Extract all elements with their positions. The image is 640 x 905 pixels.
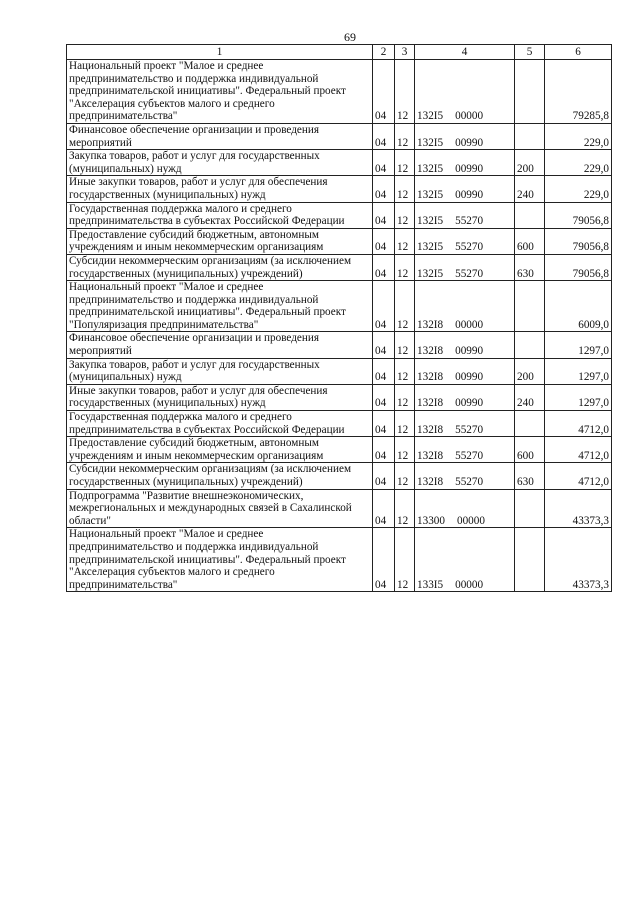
- row-target-article: [415, 384, 515, 410]
- row-name: Закупка товаров, работ и услуг для государственных (муниципальных) нужд: [67, 150, 373, 176]
- row-target-article: [415, 489, 515, 528]
- row-expense-type: 240: [515, 384, 545, 410]
- row-section: 04: [373, 528, 395, 592]
- row-expense-type: 200: [515, 358, 545, 384]
- row-subsection: 12: [395, 463, 415, 489]
- row-expense-type: 200: [515, 150, 545, 176]
- row-amount: 4712,0: [545, 463, 612, 489]
- table-row: [67, 60, 612, 124]
- row-target-article: [415, 254, 515, 280]
- header-col-2: 2: [373, 45, 395, 60]
- row-amount: 43373,3: [545, 489, 612, 528]
- row-name: Иные закупки товаров, работ и услуг для обеспечения государственных (муниципальных) нужд: [67, 176, 373, 202]
- row-program-code: 132I8: [417, 476, 444, 488]
- table-row: [67, 489, 612, 528]
- header-col-3: 3: [395, 45, 415, 60]
- row-section: 04: [373, 176, 395, 202]
- row-target-article: [415, 281, 515, 332]
- row-name: Субсидии некоммерческим организациям (за исключением государственных (муниципальных) учреждений): [67, 463, 373, 489]
- row-expense-type: [515, 60, 545, 124]
- row-section: 04: [373, 150, 395, 176]
- row-direction-code: 00990: [455, 188, 484, 201]
- row-name: Предоставление субсидий бюджетным, автономным учреждениям и иным некоммерческим организациям: [67, 228, 373, 254]
- row-direction-code: 00000: [455, 578, 484, 591]
- row-target-article: [415, 150, 515, 176]
- row-expense-type: [515, 202, 545, 228]
- row-program-code: 133I5: [417, 578, 444, 591]
- table-row: [67, 384, 612, 410]
- row-amount: 1297,0: [545, 358, 612, 384]
- row-name: Национальный проект "Малое и среднее предпринимательство и поддержка индивидуальной предпринимательской инициативы". Федеральный проект "Акселерация субъектов малого и среднего предпринимательства": [67, 528, 373, 592]
- row-subsection: 12: [395, 358, 415, 384]
- row-subsection: 12: [395, 202, 415, 228]
- row-section: 04: [373, 489, 395, 528]
- row-subsection: 12: [395, 150, 415, 176]
- row-target-article: [415, 463, 515, 489]
- row-target-article: [415, 411, 515, 437]
- row-name: Иные закупки товаров, работ и услуг для обеспечения государственных (муниципальных) нужд: [67, 384, 373, 410]
- row-amount: 1297,0: [545, 332, 612, 358]
- table-row: [67, 176, 612, 202]
- row-name: Подпрограмма "Развитие внешнеэкономических, межрегиональных и международных связей в Сахалинской области": [67, 489, 373, 528]
- row-program-code: 132I5: [417, 136, 444, 149]
- header-col-6: 6: [545, 45, 612, 60]
- row-target-article: [415, 437, 515, 463]
- row-target-article: [415, 228, 515, 254]
- row-expense-type: [515, 123, 545, 149]
- row-section: 04: [373, 463, 395, 489]
- row-subsection: 12: [395, 281, 415, 332]
- row-direction-code: 00990: [455, 397, 484, 410]
- row-section: 04: [373, 358, 395, 384]
- row-name: Государственная поддержка малого и среднего предпринимательства в субъектах Российской Федерации: [67, 202, 373, 228]
- header-col-4: 4: [415, 45, 515, 60]
- row-amount: 79056,8: [545, 228, 612, 254]
- row-program-code: 132I5: [417, 162, 444, 175]
- row-direction-code: 00000: [455, 318, 484, 331]
- row-direction-code: 55270: [455, 476, 484, 488]
- row-direction-code: 00990: [455, 345, 484, 358]
- row-expense-type: 600: [515, 228, 545, 254]
- row-program-code: 132I5: [417, 241, 444, 254]
- row-program-code: 132I8: [417, 318, 444, 331]
- row-direction-code: 55270: [455, 241, 484, 254]
- row-section: 04: [373, 384, 395, 410]
- row-direction-code: 00990: [455, 162, 484, 175]
- row-expense-type: [515, 411, 545, 437]
- row-subsection: 12: [395, 123, 415, 149]
- table-row: [67, 228, 612, 254]
- table-row: [67, 358, 612, 384]
- row-expense-type: [515, 281, 545, 332]
- row-amount: 79056,8: [545, 202, 612, 228]
- row-expense-type: 630: [515, 463, 545, 489]
- row-program-code: 132I8: [417, 449, 444, 462]
- row-amount: 79056,8: [545, 254, 612, 280]
- row-section: 04: [373, 437, 395, 463]
- row-target-article: [415, 123, 515, 149]
- row-program-code: 132I8: [417, 423, 444, 436]
- row-subsection: 12: [395, 411, 415, 437]
- row-expense-type: 240: [515, 176, 545, 202]
- row-target-article: [415, 60, 515, 124]
- row-subsection: 12: [395, 332, 415, 358]
- table-row: [67, 150, 612, 176]
- row-section: 04: [373, 411, 395, 437]
- row-expense-type: 600: [515, 437, 545, 463]
- row-name: Предоставление субсидий бюджетным, автономным учреждениям и иным некоммерческим организациям: [67, 437, 373, 463]
- row-direction-code: 55270: [455, 423, 484, 436]
- row-amount: 4712,0: [545, 411, 612, 437]
- row-name: Субсидии некоммерческим организациям (за исключением государственных (муниципальных) учреждений): [67, 254, 373, 280]
- row-program-code: 132I5: [417, 267, 444, 280]
- row-direction-code: 00000: [456, 514, 485, 527]
- row-target-article: [415, 176, 515, 202]
- row-amount: 79285,8: [545, 60, 612, 124]
- row-target-article: [415, 358, 515, 384]
- row-name: Государственная поддержка малого и среднего предпринимательства в субъектах Российской Федерации: [67, 411, 373, 437]
- row-subsection: 12: [395, 528, 415, 592]
- row-amount: 43373,3: [545, 528, 612, 592]
- row-expense-type: [515, 332, 545, 358]
- row-section: 04: [373, 60, 395, 124]
- row-target-article: [415, 332, 515, 358]
- row-program-code: 132I8: [417, 397, 444, 410]
- row-section: 04: [373, 281, 395, 332]
- row-name: Финансовое обеспечение организации и проведения мероприятий: [67, 123, 373, 149]
- row-amount: 229,0: [545, 123, 612, 149]
- table-row: [67, 123, 612, 149]
- row-expense-type: [515, 528, 545, 592]
- row-subsection: 12: [395, 176, 415, 202]
- table-row: [67, 463, 612, 489]
- row-subsection: 12: [395, 254, 415, 280]
- row-program-code: 132I5: [417, 110, 444, 123]
- row-amount: 229,0: [545, 176, 612, 202]
- row-direction-code: 55270: [455, 449, 484, 462]
- row-section: 04: [373, 228, 395, 254]
- row-subsection: 12: [395, 228, 415, 254]
- row-program-code: 132I5: [417, 188, 444, 201]
- row-section: 04: [373, 123, 395, 149]
- header-col-1: 1: [67, 45, 373, 60]
- row-direction-code: 55270: [455, 267, 484, 280]
- row-direction-code: 00990: [455, 136, 484, 149]
- row-direction-code: 00000: [455, 110, 484, 123]
- table-body: [67, 60, 612, 592]
- budget-table: [66, 44, 612, 592]
- row-name: Финансовое обеспечение организации и проведения мероприятий: [67, 332, 373, 358]
- table-row: [67, 437, 612, 463]
- header-col-5: 5: [515, 45, 545, 60]
- row-expense-type: 630: [515, 254, 545, 280]
- row-target-article: [415, 202, 515, 228]
- row-direction-code: 00990: [455, 371, 484, 384]
- table-row: [67, 528, 612, 592]
- table-header-row: [67, 45, 612, 60]
- row-subsection: 12: [395, 60, 415, 124]
- row-name: Национальный проект "Малое и среднее предпринимательство и поддержка индивидуальной предпринимательской инициативы". Федеральный проект "Акселерация субъектов малого и среднего предпринимательства": [67, 60, 373, 124]
- row-program-code: 13300: [417, 514, 445, 527]
- row-subsection: 12: [395, 384, 415, 410]
- table-row: [67, 254, 612, 280]
- row-program-code: 132I8: [417, 345, 444, 358]
- row-direction-code: 55270: [455, 215, 484, 228]
- row-section: 04: [373, 254, 395, 280]
- row-name: Закупка товаров, работ и услуг для государственных (муниципальных) нужд: [67, 358, 373, 384]
- row-program-code: 132I8: [417, 371, 444, 384]
- row-subsection: 12: [395, 437, 415, 463]
- row-program-code: 132I5: [417, 215, 444, 228]
- row-amount: 6009,0: [545, 281, 612, 332]
- row-expense-type: [515, 489, 545, 528]
- row-subsection: 12: [395, 489, 415, 528]
- table-row: [67, 281, 612, 332]
- table-row: [67, 411, 612, 437]
- row-amount: 1297,0: [545, 384, 612, 410]
- row-name: Национальный проект "Малое и среднее предпринимательство и поддержка индивидуальной предпринимательской инициативы". Федеральный проект "Популяризация предпринимательства": [67, 281, 373, 332]
- page-number: 69: [344, 30, 356, 44]
- row-target-article: [415, 528, 515, 592]
- table-row: [67, 332, 612, 358]
- row-section: 04: [373, 202, 395, 228]
- table-row: [67, 202, 612, 228]
- row-amount: 229,0: [545, 150, 612, 176]
- row-section: 04: [373, 332, 395, 358]
- row-amount: 4712,0: [545, 437, 612, 463]
